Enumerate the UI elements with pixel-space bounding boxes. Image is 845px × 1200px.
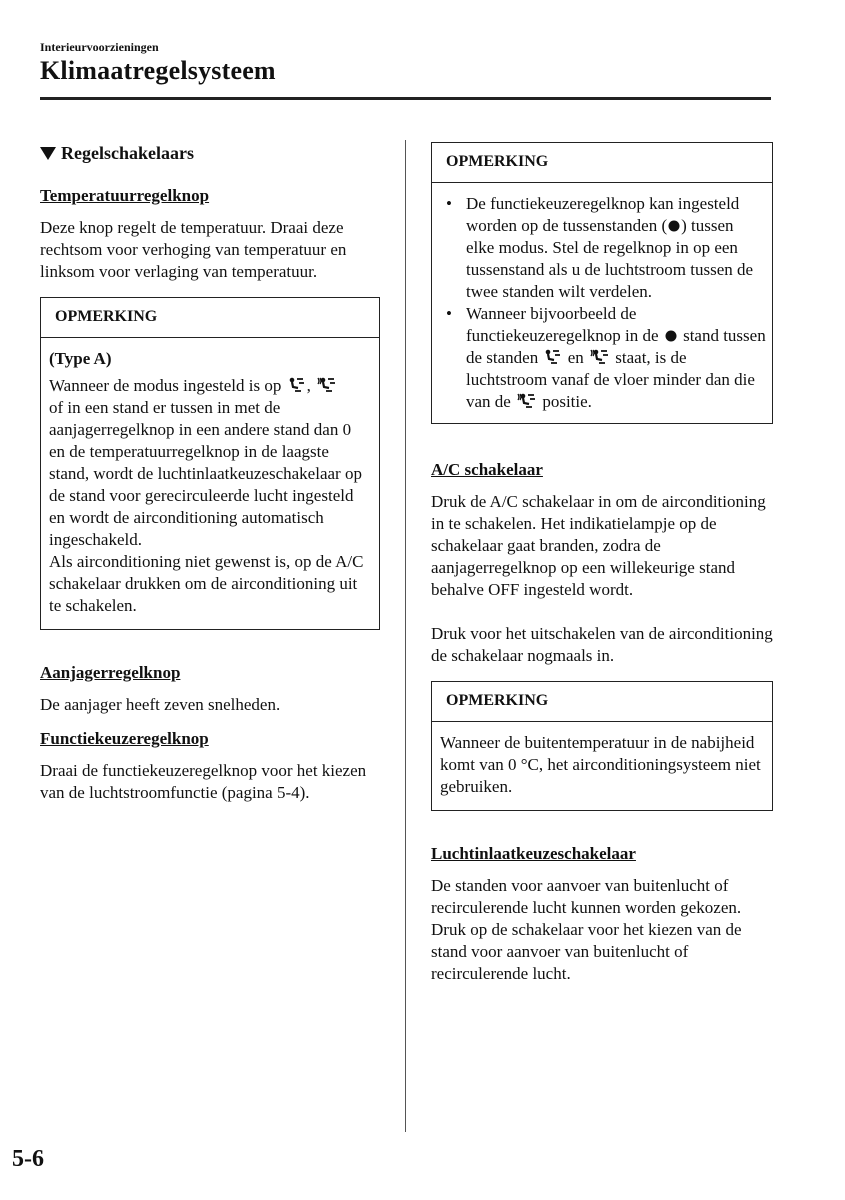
ac-switch-off-text: Druk voor het uitschakelen van de airconditioning de schakelaar nogmaals in. <box>431 624 773 665</box>
air-inlet-switch-title: Luchtinlaatkeuzeschakelaar <box>431 844 636 863</box>
note-header: OPMERKING <box>41 298 379 338</box>
ac-switch-text: Druk de A/C schakelaar in om de airconditioning in te schakelen. Het indikatielampje op de schakelaar gaat branden, zodra de aanjagerregelknop op een willekeurige stand behalve OFF ingesteld wordt. <box>431 492 766 599</box>
note-type-a-text <box>49 375 369 551</box>
note-header: OPMERKING <box>432 682 772 722</box>
note-type-a-lead: Wanneer de modus ingesteld is op <box>49 376 282 395</box>
note-header: OPMERKING <box>432 143 772 183</box>
floor-airflow-icon <box>288 377 305 393</box>
temperature-knob-text: Deze knop regelt de temperatuur. Draai deze rechtsom voor verhoging van temperatuur en linksom voor verlaging van temperatuur. <box>40 218 347 281</box>
bullet-2-part4: staat, is de luchtstroom vanaf de vloer minder dan die van de <box>466 348 755 411</box>
temperature-knob-title: Temperatuurregelknop <box>40 186 210 205</box>
note-body <box>41 338 379 629</box>
floor-airflow-icon <box>544 349 561 365</box>
bullet-2-part1: Wanneer bijvoorbeeld de functiekeuzeregelknop in de <box>466 304 659 345</box>
column-divider <box>405 140 406 1132</box>
fan-knob-text: De aanjager heeft zeven snelheden. <box>40 695 281 714</box>
fan-knob-title: Aanjagerregelknop <box>40 663 181 682</box>
bullet-2-part3: en <box>567 348 584 367</box>
note-box-intermediate <box>431 142 773 424</box>
ac-switch-title: A/C schakelaar <box>431 460 543 479</box>
bullet-item: • Wanneer bijvoorbeeld de functiekeuzeregelknop in de stand tussen de standen en staat, is de luchtstroom vanaf de vloer minder dan die van de positie. <box>446 304 766 411</box>
bullet-2-part2: stand tussen de standen <box>466 326 766 367</box>
intermediate-position-dot-icon <box>668 220 680 232</box>
note-body <box>432 183 772 423</box>
controls-heading <box>40 142 380 164</box>
right-column <box>431 142 773 985</box>
floor-defrost-airflow-icon <box>317 377 336 393</box>
intermediate-position-dot-icon <box>665 330 677 342</box>
controls-heading-text: Regelschakelaars <box>61 143 194 163</box>
note-type-a-para2: Als airconditioning niet gewenst is, op de A/C schakelaar drukken om de airconditioning uit te schakelen. <box>49 552 364 615</box>
bullet-1-tail: ) tussen elke modus. Stel de regelknop in op een tussenstand als u de luchtstroom tussen de twee standen wilt verdelen. <box>466 216 754 301</box>
bullet-2-part5: positie. <box>542 392 592 411</box>
page-title: Klimaatregelsysteem <box>40 56 276 85</box>
floor-defrost-airflow-icon <box>517 393 536 409</box>
note-type-a-rest: of in een stand er tussen in met de aanjagerregelknop in een andere stand dan 0 en de temperatuurregelknop in de laagste stand, wordt de luchtinlaatkeuzeschakelaar op de stand voor gerecirculeerde lucht ingesteld en wordt de airconditioning automatisch ingeschakeld. <box>49 398 362 549</box>
function-knob-title: Functiekeuzeregelknop <box>40 729 209 748</box>
note-box-type-a <box>40 297 380 630</box>
floor-defrost-airflow-icon <box>590 349 609 365</box>
type-a-label: (Type A) <box>49 349 112 368</box>
triangle-marker-icon <box>40 147 56 160</box>
air-inlet-switch-text: De standen voor aanvoer van buitenlucht of recirculerende lucht kunnen worden gekozen. Druk op de schakelaar voor het kiezen van de stand voor aanvoer van buitenlucht of recirculerende lucht. <box>431 876 742 983</box>
note-type-a-sep: , <box>306 376 311 395</box>
bullet-item: • De functiekeuzeregelknop kan ingesteld worden op de tussenstanden ( ) tussen elke modus. Stel de regelknop in op een tussenstand als u de luchtstroom tussen de twee standen wilt verdelen. <box>446 194 754 301</box>
bullet-1-lead: De functiekeuzeregelknop kan ingesteld worden op de tussenstanden ( <box>466 194 740 235</box>
section-label: Interieurvoorzieningen <box>40 40 159 54</box>
left-column <box>40 142 380 804</box>
page-number: 5-6 <box>12 1146 44 1172</box>
note-box-outside-temp <box>431 681 773 811</box>
title-rule <box>40 97 771 100</box>
note-body: Wanneer de buitentemperatuur in de nabijheid komt van 0 °C, het airconditioningsysteem niet gebruiken. <box>440 733 761 796</box>
function-knob-text: Draai de functiekeuzeregelknop voor het kiezen van de luchtstroomfunctie (pagina 5-4). <box>40 761 367 802</box>
